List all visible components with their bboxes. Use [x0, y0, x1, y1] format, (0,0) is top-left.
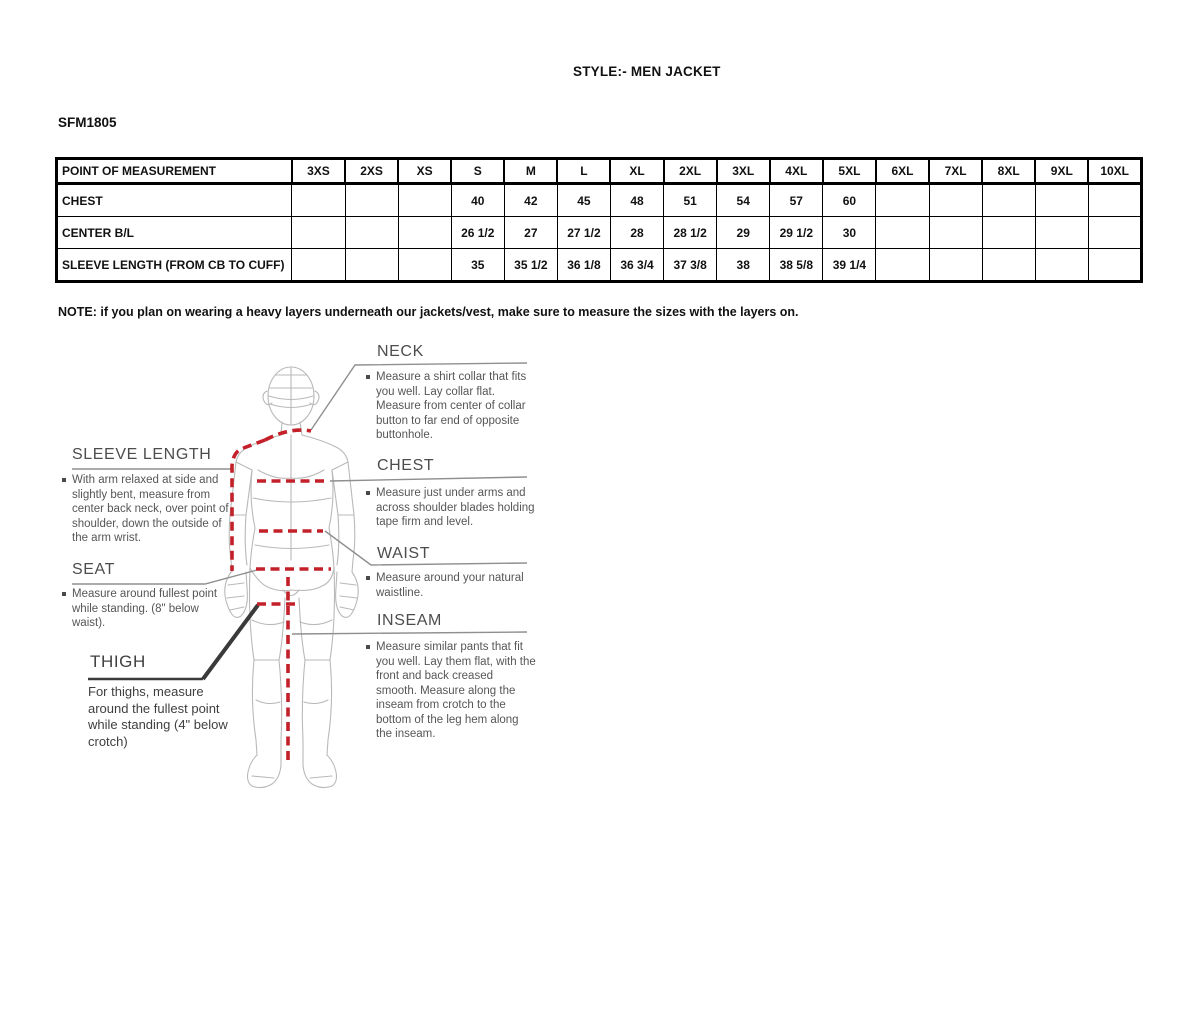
size-value-cell: 42	[504, 184, 557, 217]
size-value-cell	[398, 184, 451, 217]
size-chart	[55, 157, 1143, 283]
size-value-cell: 38 5/8	[770, 249, 823, 282]
size-value-cell: 57	[770, 184, 823, 217]
size-value-cell	[876, 249, 929, 282]
size-value-cell: 26 1/2	[451, 217, 504, 249]
column-header-size: 2XS	[345, 159, 398, 184]
size-value-cell	[1035, 217, 1088, 249]
size-value-cell	[1088, 249, 1141, 282]
size-value-cell	[345, 184, 398, 217]
size-value-cell	[929, 249, 982, 282]
size-value-cell: 60	[823, 184, 876, 217]
style-code: SFM1805	[58, 115, 117, 130]
size-value-cell: 35	[451, 249, 504, 282]
size-value-cell	[876, 217, 929, 249]
chest-heading: CHEST	[377, 457, 435, 474]
bullet-icon	[62, 478, 66, 482]
size-chart-header-row	[57, 159, 1142, 184]
row-label: CHEST	[57, 184, 292, 217]
size-value-cell: 48	[610, 184, 663, 217]
size-chart-body	[57, 184, 1142, 282]
neck-description: Measure a shirt collar that fits you well. Lay collar flat. Measure from center of collar button to far end of opposite buttonhole.	[366, 370, 536, 443]
bullet-icon	[366, 491, 370, 495]
column-header-size: 6XL	[876, 159, 929, 184]
column-header-size: 4XL	[770, 159, 823, 184]
size-value-cell	[876, 184, 929, 217]
column-header-point-of-measurement: POINT OF MEASUREMENT	[57, 159, 292, 184]
waist-description: Measure around your natural waistline.	[366, 571, 536, 600]
body-wireframe	[225, 367, 359, 788]
chest-description: Measure just under arms and across shoulder blades holding tape firm and level.	[366, 486, 538, 530]
size-value-cell	[929, 184, 982, 217]
column-header-size: 9XL	[1035, 159, 1088, 184]
row-label: SLEEVE LENGTH (FROM CB TO CUFF)	[57, 249, 292, 282]
size-value-cell	[1035, 184, 1088, 217]
size-value-cell	[1088, 217, 1141, 249]
size-value-cell	[982, 249, 1035, 282]
size-value-cell	[292, 184, 345, 217]
size-value-cell: 29 1/2	[770, 217, 823, 249]
size-value-cell: 45	[557, 184, 610, 217]
size-value-cell	[1088, 184, 1141, 217]
size-value-cell: 36 3/4	[610, 249, 663, 282]
column-header-size: XL	[610, 159, 663, 184]
sleeve-length-description: With arm relaxed at side and slightly bent, measure from center back neck, over point of shoulder, down the outside of the arm wrist.	[62, 473, 238, 546]
thigh-description: For thighs, measure around the fullest point while standing (4" below crotch)	[88, 684, 228, 749]
size-value-cell	[982, 217, 1035, 249]
size-value-cell: 28 1/2	[664, 217, 717, 249]
bullet-icon	[62, 592, 66, 596]
table-row	[57, 249, 1142, 282]
column-header-size: XS	[398, 159, 451, 184]
size-value-cell	[929, 217, 982, 249]
size-value-cell	[1035, 249, 1088, 282]
size-value-cell: 38	[717, 249, 770, 282]
column-header-size: 3XS	[292, 159, 345, 184]
size-value-cell: 36 1/8	[557, 249, 610, 282]
column-header-size: 8XL	[982, 159, 1035, 184]
waist-heading: WAIST	[377, 545, 431, 562]
column-header-size: S	[451, 159, 504, 184]
thigh-heading: THIGH	[90, 652, 146, 671]
size-value-cell	[398, 249, 451, 282]
size-value-cell: 37 3/8	[664, 249, 717, 282]
column-header-size: 3XL	[717, 159, 770, 184]
inseam-description: Measure similar pants that fit you well. Lay them flat, with the front and back creased smooth. Measure along the inseam from crotch to the bottom of the leg hem along the inseam.	[366, 640, 536, 742]
sleeve-length-heading: SLEEVE LENGTH	[72, 446, 212, 463]
bullet-icon	[366, 576, 370, 580]
inseam-heading: INSEAM	[377, 612, 442, 629]
size-value-cell	[292, 217, 345, 249]
column-header-size: L	[557, 159, 610, 184]
size-value-cell	[345, 249, 398, 282]
neck-heading: NECK	[377, 343, 424, 360]
size-value-cell: 28	[610, 217, 663, 249]
seat-heading: SEAT	[72, 561, 116, 578]
size-value-cell: 29	[717, 217, 770, 249]
size-value-cell: 35 1/2	[504, 249, 557, 282]
column-header-size: 7XL	[929, 159, 982, 184]
column-header-size: 10XL	[1088, 159, 1141, 184]
page-title: STYLE:- MEN JACKET	[573, 64, 721, 79]
size-value-cell	[398, 217, 451, 249]
size-value-cell: 54	[717, 184, 770, 217]
size-value-cell	[345, 217, 398, 249]
seat-description: Measure around fullest point while standing. (8" below waist).	[62, 587, 222, 631]
column-header-size: 2XL	[664, 159, 717, 184]
size-value-cell: 27	[504, 217, 557, 249]
size-value-cell	[292, 249, 345, 282]
bullet-icon	[366, 375, 370, 379]
size-value-cell: 51	[664, 184, 717, 217]
table-row	[57, 217, 1142, 249]
note-text: NOTE: if you plan on wearing a heavy layers underneath our jackets/vest, make sure to measure the sizes with the layers on.	[58, 305, 799, 319]
size-value-cell: 40	[451, 184, 504, 217]
column-header-size: 5XL	[823, 159, 876, 184]
size-value-cell	[982, 184, 1035, 217]
size-value-cell: 39 1/4	[823, 249, 876, 282]
size-value-cell: 27 1/2	[557, 217, 610, 249]
table-row	[57, 184, 1142, 217]
size-value-cell: 30	[823, 217, 876, 249]
bullet-icon	[366, 645, 370, 649]
row-label: CENTER B/L	[57, 217, 292, 249]
column-header-size: M	[504, 159, 557, 184]
